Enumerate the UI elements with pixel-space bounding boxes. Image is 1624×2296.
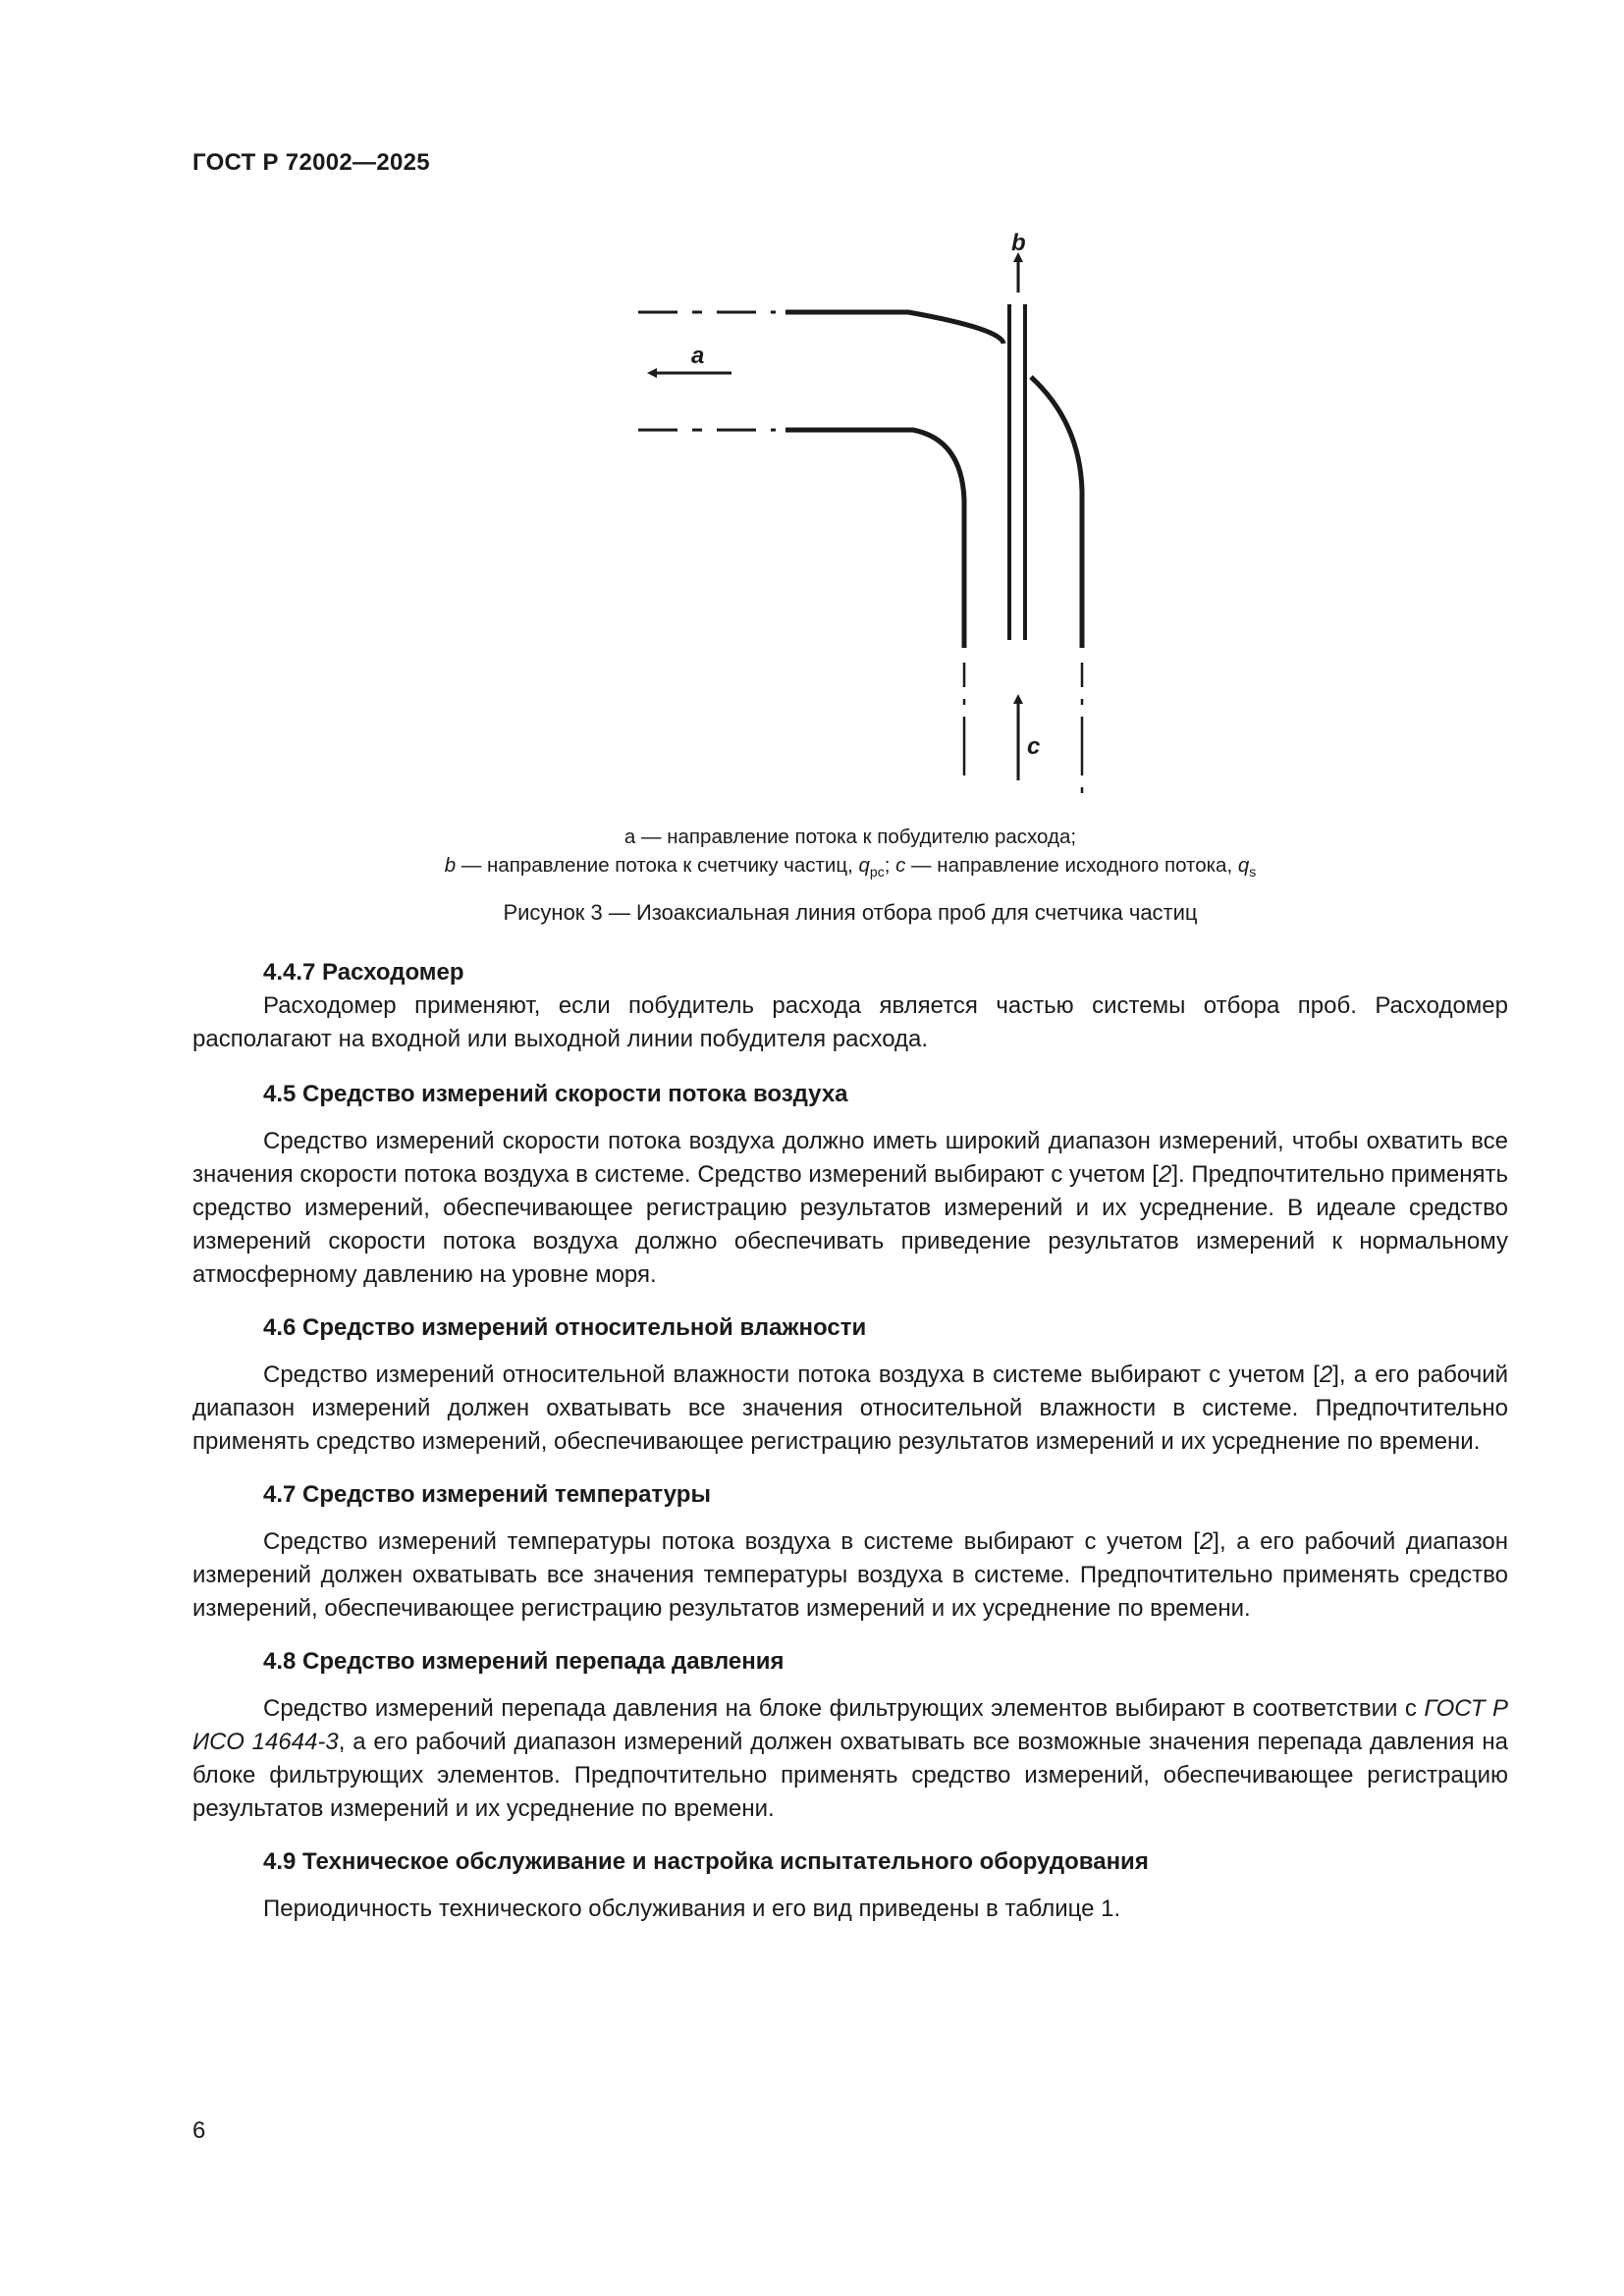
label-a: a xyxy=(691,343,705,369)
section-heading: 4.5 Средство измерений скорости потока воздуха xyxy=(263,1081,848,1107)
legend-sep: ; xyxy=(884,854,896,877)
section-paragraph: Средство измерений перепада давления на блоке фильтрующих элементов выбирают в соответствии с ГОСТ Р ИСО 14644-3, а его рабочий диапазон измерений должен охватывать все возможные значения перепада давления на блоке фильтрующих элементов. Предпочтительно применять средство измерений, обеспечивающее регистрацию результатов измерений и их усреднение по времени. xyxy=(192,1695,1508,1822)
legend-q-sub: pc xyxy=(869,864,885,881)
document-header: ГОСТ Р 72002—2025 xyxy=(192,149,430,176)
section-4-6 xyxy=(192,1311,1508,1459)
section-paragraph: Расходомер применяют, если побудитель расхода является частью системы отбора проб. Расходомер располагают на входной или выходной линии побудителя расхода. xyxy=(192,992,1508,1052)
legend-q2: q xyxy=(1237,854,1250,877)
section-paragraph: Периодичность технического обслуживания и его вид приведены в таблице 1. xyxy=(263,1896,1121,1922)
section-heading: 4.7 Средство измерений температуры xyxy=(263,1481,711,1508)
reference: 2 xyxy=(1199,1528,1214,1555)
legend-b-text: — направление потока к счетчику частиц, xyxy=(456,854,859,877)
document-body xyxy=(192,956,1508,1926)
section-paragraph: Средство измерений относительной влажности потока воздуха в системе выбирают с учетом [2], а его рабочий диапазон измерений должен охватывать все значения относительной влажности в системе. Предпочтительно применять средство измерений, обеспечивающее регистрацию результатов измерений и их усреднение по времени. xyxy=(192,1362,1509,1455)
reference: 2 xyxy=(1158,1161,1172,1188)
section-paragraph: Средство измерений температуры потока воздуха в системе выбирают с учетом [2], а его рабочий диапазон измерений должен охватывать все значения температуры воздуха в системе. Предпочтительно применять средство измерений, обеспечивающее регистрацию результатов измерений и их усреднение по времени. xyxy=(192,1528,1508,1622)
legend-q2-sub: s xyxy=(1249,864,1257,881)
sampling-probe xyxy=(1009,304,1025,640)
lower-duct-continuation xyxy=(964,663,1082,793)
legend-b: b xyxy=(444,854,457,877)
page-number: 6 xyxy=(192,2117,206,2144)
section-4-4-7 xyxy=(192,956,1508,1056)
legend-q: q xyxy=(858,854,870,877)
section-paragraph: Средство измерений скорости потока воздуха должно иметь широкий диапазон измерений, чтобы охватить все значения скорости потока воздуха в системе. Средство измерений выбирают с учетом [2]. Предпочтительно применять средство измерений, обеспечивающее регистрацию результатов измерений и их усреднение. В идеале средство измерений скорости потока воздуха должно обеспечивать приведение результатов измерений к нормальному атмосферному давлению на уровне моря. xyxy=(192,1128,1509,1288)
figure-isoaxial-sampling-line xyxy=(589,216,1100,805)
section-4-7 xyxy=(192,1478,1508,1626)
figure-caption: Рисунок 3 — Изоаксиальная линия отбора проб для счетчика частиц xyxy=(503,900,1198,925)
figure-legend-line1: a — направление потока к побудителю расхода; xyxy=(623,826,1077,848)
legend-c: c xyxy=(895,854,906,877)
duct-walls xyxy=(785,312,1082,648)
section-4-9 xyxy=(192,1845,1508,1926)
legend-c-text: — направление исходного потока, xyxy=(905,854,1238,877)
reference: ГОСТ Р ИСО 14644-3 xyxy=(192,1695,1508,1755)
section-heading: 4.6 Средство измерений относительной влажности xyxy=(263,1314,867,1341)
section-heading: 4.9 Техническое обслуживание и настройка испытательного оборудования xyxy=(263,1848,1149,1875)
section-4-5 xyxy=(192,1078,1508,1292)
label-c: c xyxy=(1027,733,1041,760)
reference: 2 xyxy=(1319,1362,1333,1388)
section-heading: 4.8 Средство измерений перепада давления xyxy=(263,1648,785,1675)
label-b: b xyxy=(1011,230,1026,256)
duct-continuation-dashdot xyxy=(638,312,776,430)
section-4-8 xyxy=(192,1645,1508,1826)
section-heading: 4.4.7 Расходомер xyxy=(263,959,464,986)
figure-legend-line2 xyxy=(192,851,1508,886)
